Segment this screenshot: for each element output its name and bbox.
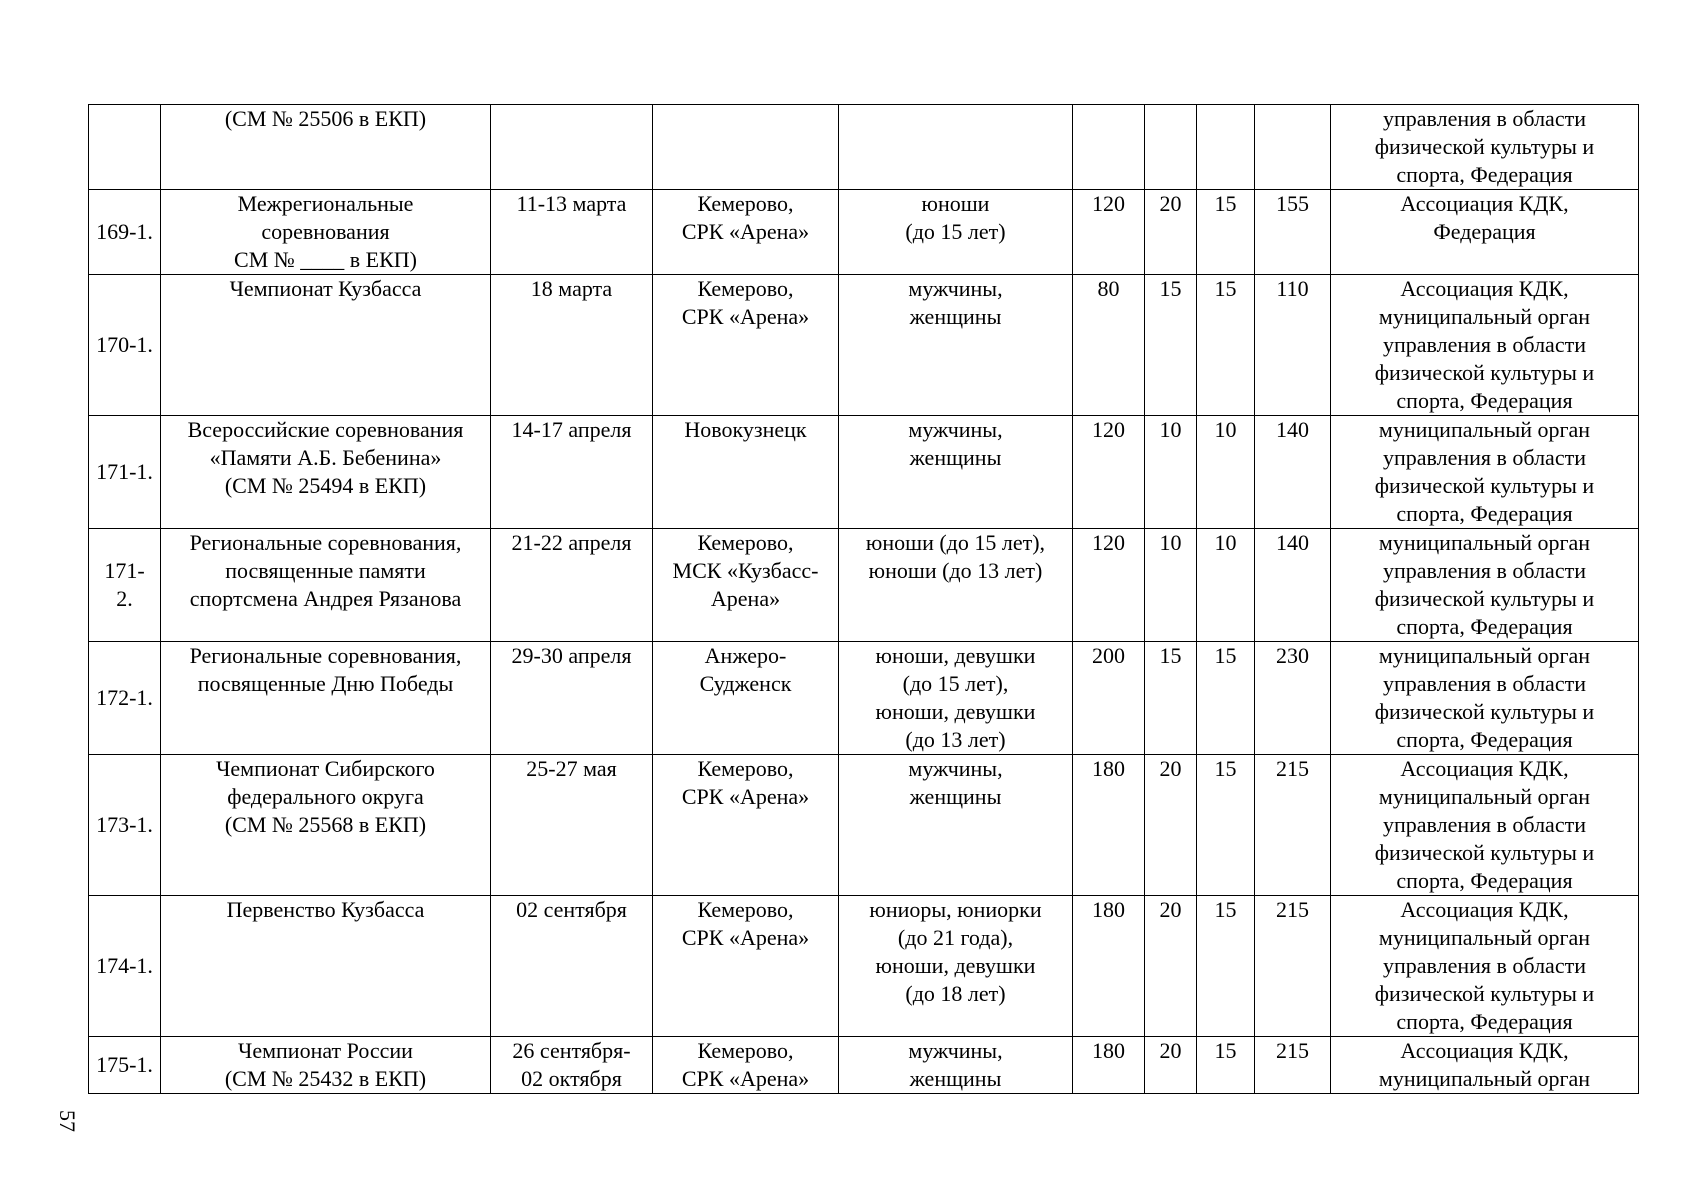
count-col-1: 120: [1073, 529, 1145, 642]
count-total: 215: [1255, 1037, 1331, 1094]
count-col-1: 180: [1073, 1037, 1145, 1094]
count-total: 110: [1255, 275, 1331, 416]
event-organizers: управления в области физической культуры и спорта, Федерация: [1331, 105, 1639, 190]
event-organizers: Ассоциация КДК, муниципальный орган управления в области физической культуры и спорта, Федерация: [1331, 896, 1639, 1037]
event-participants: мужчины, женщины: [839, 1037, 1073, 1094]
event-place: Кемерово, СРК «Арена»: [653, 1037, 839, 1094]
event-dates: 29-30 апреля: [491, 642, 653, 755]
event-name: Чемпионат России (СМ № 25432 в ЕКП): [161, 1037, 491, 1094]
count-col-2: 20: [1145, 1037, 1197, 1094]
count-col-3: 10: [1197, 529, 1255, 642]
row-number: 171- 2.: [89, 529, 161, 642]
event-name: Чемпионат Сибирского федерального округа (СМ № 25568 в ЕКП): [161, 755, 491, 896]
count-total: 140: [1255, 529, 1331, 642]
count-col-1: 180: [1073, 896, 1145, 1037]
events-table: [88, 104, 1639, 1094]
count-col-3: 15: [1197, 755, 1255, 896]
count-col-2: 10: [1145, 416, 1197, 529]
event-name: Межрегиональные соревнования СМ № ____ в ЕКП): [161, 190, 491, 275]
event-name: Чемпионат Кузбасса: [161, 275, 491, 416]
event-place: Кемерово, СРК «Арена»: [653, 190, 839, 275]
count-col-2: [1145, 105, 1197, 190]
count-total: 230: [1255, 642, 1331, 755]
event-dates: [491, 105, 653, 190]
event-dates: 11-13 марта: [491, 190, 653, 275]
table-row: [89, 275, 1639, 416]
row-number: 174-1.: [89, 896, 161, 1037]
event-name: Первенство Кузбасса: [161, 896, 491, 1037]
event-name: Региональные соревнования, посвященные памяти спортсмена Андрея Рязанова: [161, 529, 491, 642]
event-place: Новокузнецк: [653, 416, 839, 529]
table-row: [89, 642, 1639, 755]
event-organizers: Ассоциация КДК, муниципальный орган управления в области физической культуры и спорта, Федерация: [1331, 755, 1639, 896]
count-col-2: 10: [1145, 529, 1197, 642]
count-col-2: 20: [1145, 896, 1197, 1037]
event-participants: мужчины, женщины: [839, 416, 1073, 529]
count-col-3: 15: [1197, 642, 1255, 755]
event-dates: 25-27 мая: [491, 755, 653, 896]
count-col-2: 15: [1145, 642, 1197, 755]
count-total: 140: [1255, 416, 1331, 529]
count-col-2: 15: [1145, 275, 1197, 416]
event-participants: [839, 105, 1073, 190]
event-participants: мужчины, женщины: [839, 275, 1073, 416]
count-col-1: 80: [1073, 275, 1145, 416]
event-organizers: Ассоциация КДК, Федерация: [1331, 190, 1639, 275]
event-name: Всероссийские соревнования «Памяти А.Б. Бебенина» (СМ № 25494 в ЕКП): [161, 416, 491, 529]
row-number: 173-1.: [89, 755, 161, 896]
event-organizers: муниципальный орган управления в области физической культуры и спорта, Федерация: [1331, 529, 1639, 642]
count-col-3: 15: [1197, 1037, 1255, 1094]
event-place: Кемерово, СРК «Арена»: [653, 755, 839, 896]
event-place: Кемерово, СРК «Арена»: [653, 275, 839, 416]
row-number: 169-1.: [89, 190, 161, 275]
row-number: 171-1.: [89, 416, 161, 529]
event-organizers: муниципальный орган управления в области физической культуры и спорта, Федерация: [1331, 642, 1639, 755]
count-total: 215: [1255, 896, 1331, 1037]
count-col-1: 200: [1073, 642, 1145, 755]
event-dates: 18 марта: [491, 275, 653, 416]
table-row: [89, 896, 1639, 1037]
event-place: [653, 105, 839, 190]
count-col-2: 20: [1145, 190, 1197, 275]
count-total: [1255, 105, 1331, 190]
event-dates: 21-22 апреля: [491, 529, 653, 642]
event-dates: 02 сентября: [491, 896, 653, 1037]
event-name: Региональные соревнования, посвященные Дню Победы: [161, 642, 491, 755]
event-place: Кемерово, СРК «Арена»: [653, 896, 839, 1037]
row-number: 175-1.: [89, 1037, 161, 1094]
count-col-3: [1197, 105, 1255, 190]
event-dates: 14-17 апреля: [491, 416, 653, 529]
event-dates: 26 сентября- 02 октября: [491, 1037, 653, 1094]
table-row: [89, 105, 1639, 190]
page-number: 57: [55, 1110, 80, 1132]
event-organizers: Ассоциация КДК, муниципальный орган: [1331, 1037, 1639, 1094]
row-number: [89, 105, 161, 190]
row-number: 172-1.: [89, 642, 161, 755]
table-row: [89, 1037, 1639, 1094]
event-organizers: муниципальный орган управления в области физической культуры и спорта, Федерация: [1331, 416, 1639, 529]
event-organizers: Ассоциация КДК, муниципальный орган управления в области физической культуры и спорта, Федерация: [1331, 275, 1639, 416]
event-place: Анжеро- Судженск: [653, 642, 839, 755]
count-col-1: 120: [1073, 190, 1145, 275]
event-place: Кемерово, МСК «Кузбасс- Арена»: [653, 529, 839, 642]
event-participants: юноши, девушки (до 15 лет), юноши, девушки (до 13 лет): [839, 642, 1073, 755]
count-total: 215: [1255, 755, 1331, 896]
count-col-3: 15: [1197, 896, 1255, 1037]
count-col-1: 180: [1073, 755, 1145, 896]
count-col-3: 15: [1197, 275, 1255, 416]
count-col-1: 120: [1073, 416, 1145, 529]
event-name: (СМ № 25506 в ЕКП): [161, 105, 491, 190]
count-col-3: 10: [1197, 416, 1255, 529]
event-participants: юноши (до 15 лет), юноши (до 13 лет): [839, 529, 1073, 642]
count-col-2: 20: [1145, 755, 1197, 896]
count-col-1: [1073, 105, 1145, 190]
table-row: [89, 190, 1639, 275]
table-row: [89, 416, 1639, 529]
count-total: 155: [1255, 190, 1331, 275]
table-row: [89, 755, 1639, 896]
count-col-3: 15: [1197, 190, 1255, 275]
row-number: 170-1.: [89, 275, 161, 416]
event-participants: мужчины, женщины: [839, 755, 1073, 896]
event-participants: юниоры, юниорки (до 21 года), юноши, девушки (до 18 лет): [839, 896, 1073, 1037]
table-row: [89, 529, 1639, 642]
event-participants: юноши (до 15 лет): [839, 190, 1073, 275]
